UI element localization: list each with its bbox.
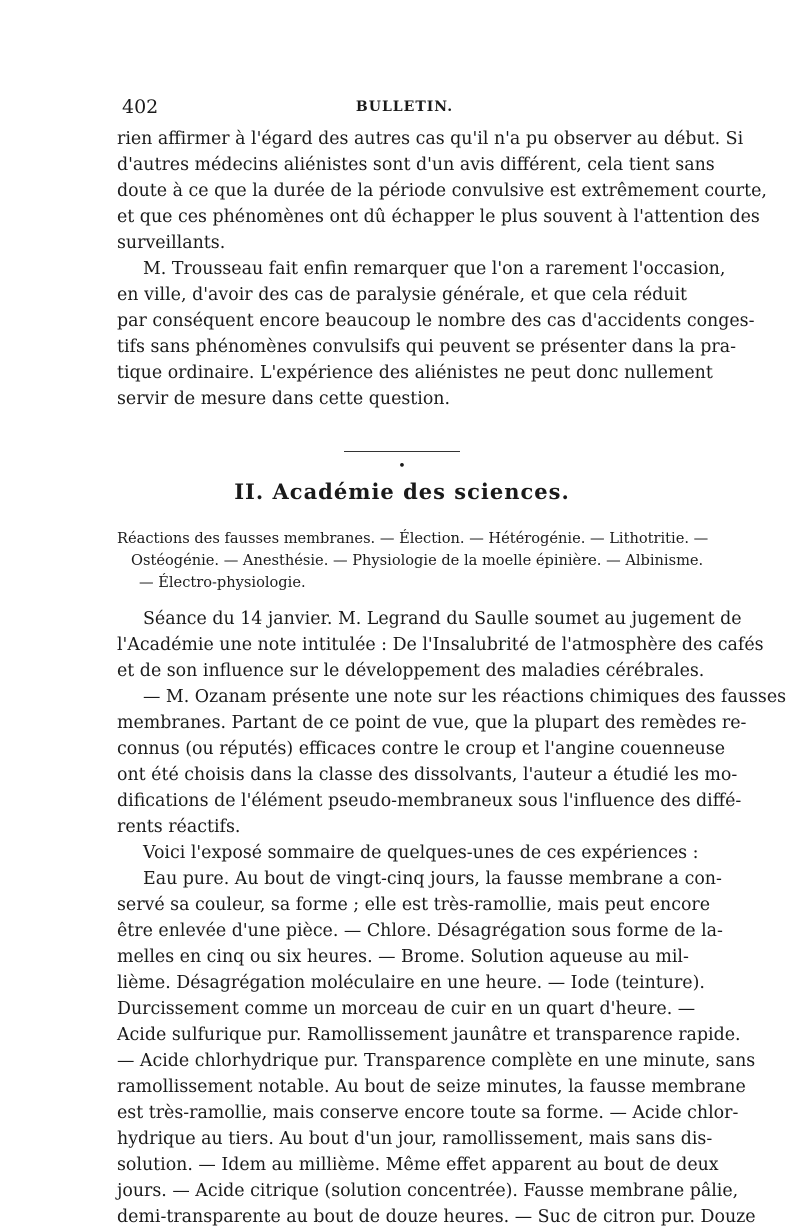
text-line: Voici l'exposé sommaire de quelques-unes de ces expériences : — [143, 843, 699, 863]
text-line: par conséquent encore beaucoup le nombre des cas d'accidents conges- — [117, 311, 755, 331]
paragraph-4 — [117, 684, 787, 840]
text-line: membranes. Partant de ce point de vue, que la plupart des remèdes re- — [117, 713, 747, 733]
text-line: être enlevée d'une pièce. — Chlore. Désagrégation sous forme de la- — [117, 921, 723, 941]
text-line: solution. — Idem au millième. Même effet apparent au bout de deux — [117, 1155, 719, 1175]
ornament-mark: • — [398, 459, 406, 474]
section-divider — [344, 451, 460, 452]
text-line: et de son influence sur le développement des maladies cérébrales. — [117, 661, 705, 681]
text-line: Séance du 14 janvier. M. Legrand du Saulle soumet au jugement de — [143, 609, 742, 629]
text-line: est très-ramollie, mais conserve encore toute sa forme. — Acide chlor- — [117, 1103, 739, 1123]
text-line: servé sa couleur, sa forme ; elle est très-ramollie, mais peut encore — [117, 895, 711, 915]
text-line: ont été choisis dans la classe des dissolvants, l'auteur a étudié les mo- — [117, 765, 738, 785]
text-line: hydrique au tiers. Au bout d'un jour, ramollissement, mais sans dis- — [117, 1129, 713, 1149]
text-line: rien affirmer à l'égard des autres cas qu'il n'a pu observer au début. Si — [117, 129, 744, 149]
text-line: l'Académie une note intitulée : De l'Insalubrité de l'atmosphère des cafés — [117, 635, 764, 655]
text-line: demi-transparente au bout de douze heures. — Suc de citron pur. Douze — [117, 1207, 756, 1227]
text-line: d'autres médecins aliénistes sont d'un avis différent, cela tient sans — [117, 155, 715, 175]
text-line: tique ordinaire. L'expérience des aliénistes ne peut donc nullement — [117, 363, 713, 383]
text-line: doute à ce que la durée de la période convulsive est extrêmement courte, — [117, 181, 767, 201]
text-line: en ville, d'avoir des cas de paralysie générale, et que cela réduit — [117, 285, 687, 305]
paragraph-2 — [117, 256, 755, 412]
text-line: Acide sulfurique pur. Ramollissement jaunâtre et transparence rapide. — [117, 1025, 741, 1045]
section-title: II. Académie des sciences. — [234, 479, 570, 504]
summary-line: — Électro-physiologie. — [139, 574, 306, 591]
text-line: tifs sans phénomènes convulsifs qui peuvent se présenter dans la pra- — [117, 337, 736, 357]
text-line: lième. Désagrégation moléculaire en une heure. — Iode (teinture). — [117, 973, 705, 993]
paragraph-5 — [117, 840, 756, 1230]
text-line: Durcissement comme un morceau de cuir en un quart d'heure. — — [117, 999, 696, 1019]
paragraph-3 — [117, 606, 764, 684]
text-line: connus (ou réputés) efficaces contre le croup et l'angine couenneuse — [117, 739, 726, 759]
text-line: Eau pure. Au bout de vingt-cinq jours, la fausse membrane a con- — [143, 869, 722, 889]
summary-line: Réactions des fausses membranes. — Élection. — Hétérogénie. — Lithotritie. — — [117, 530, 709, 547]
text-line: servir de mesure dans cette question. — [117, 389, 451, 409]
running-title: BULLETIN. — [355, 99, 454, 115]
text-line: difications de l'élément pseudo-membraneux sous l'influence des diffé- — [117, 791, 742, 811]
text-line: surveillants. — [117, 233, 226, 253]
section-summary — [117, 528, 709, 594]
text-line: — Acide chlorhydrique pur. Transparence complète en une minute, sans — [117, 1051, 756, 1071]
running-header — [122, 96, 687, 122]
text-line: M. Trousseau fait enfin remarquer que l'on a rarement l'occasion, — [143, 259, 726, 279]
text-line: jours. — Acide citrique (solution concentrée). Fausse membrane pâlie, — [117, 1181, 739, 1201]
text-line: — M. Ozanam présente une note sur les réactions chimiques des fausses — [143, 687, 787, 707]
paragraph-1 — [117, 126, 767, 256]
summary-line: Ostéogénie. — Anesthésie. — Physiologie de la moelle épinière. — Albinisme. — [131, 552, 704, 569]
text-line: et que ces phénomènes ont dû échapper le plus souvent à l'attention des — [117, 207, 760, 227]
text-line: ramollissement notable. Au bout de seize minutes, la fausse membrane — [117, 1077, 746, 1097]
text-line: melles en cinq ou six heures. — Brome. Solution aqueuse au mil- — [117, 947, 689, 967]
text-body — [117, 126, 787, 1230]
page-number: 402 — [122, 96, 159, 118]
text-line: rents réactifs. — [117, 817, 241, 837]
